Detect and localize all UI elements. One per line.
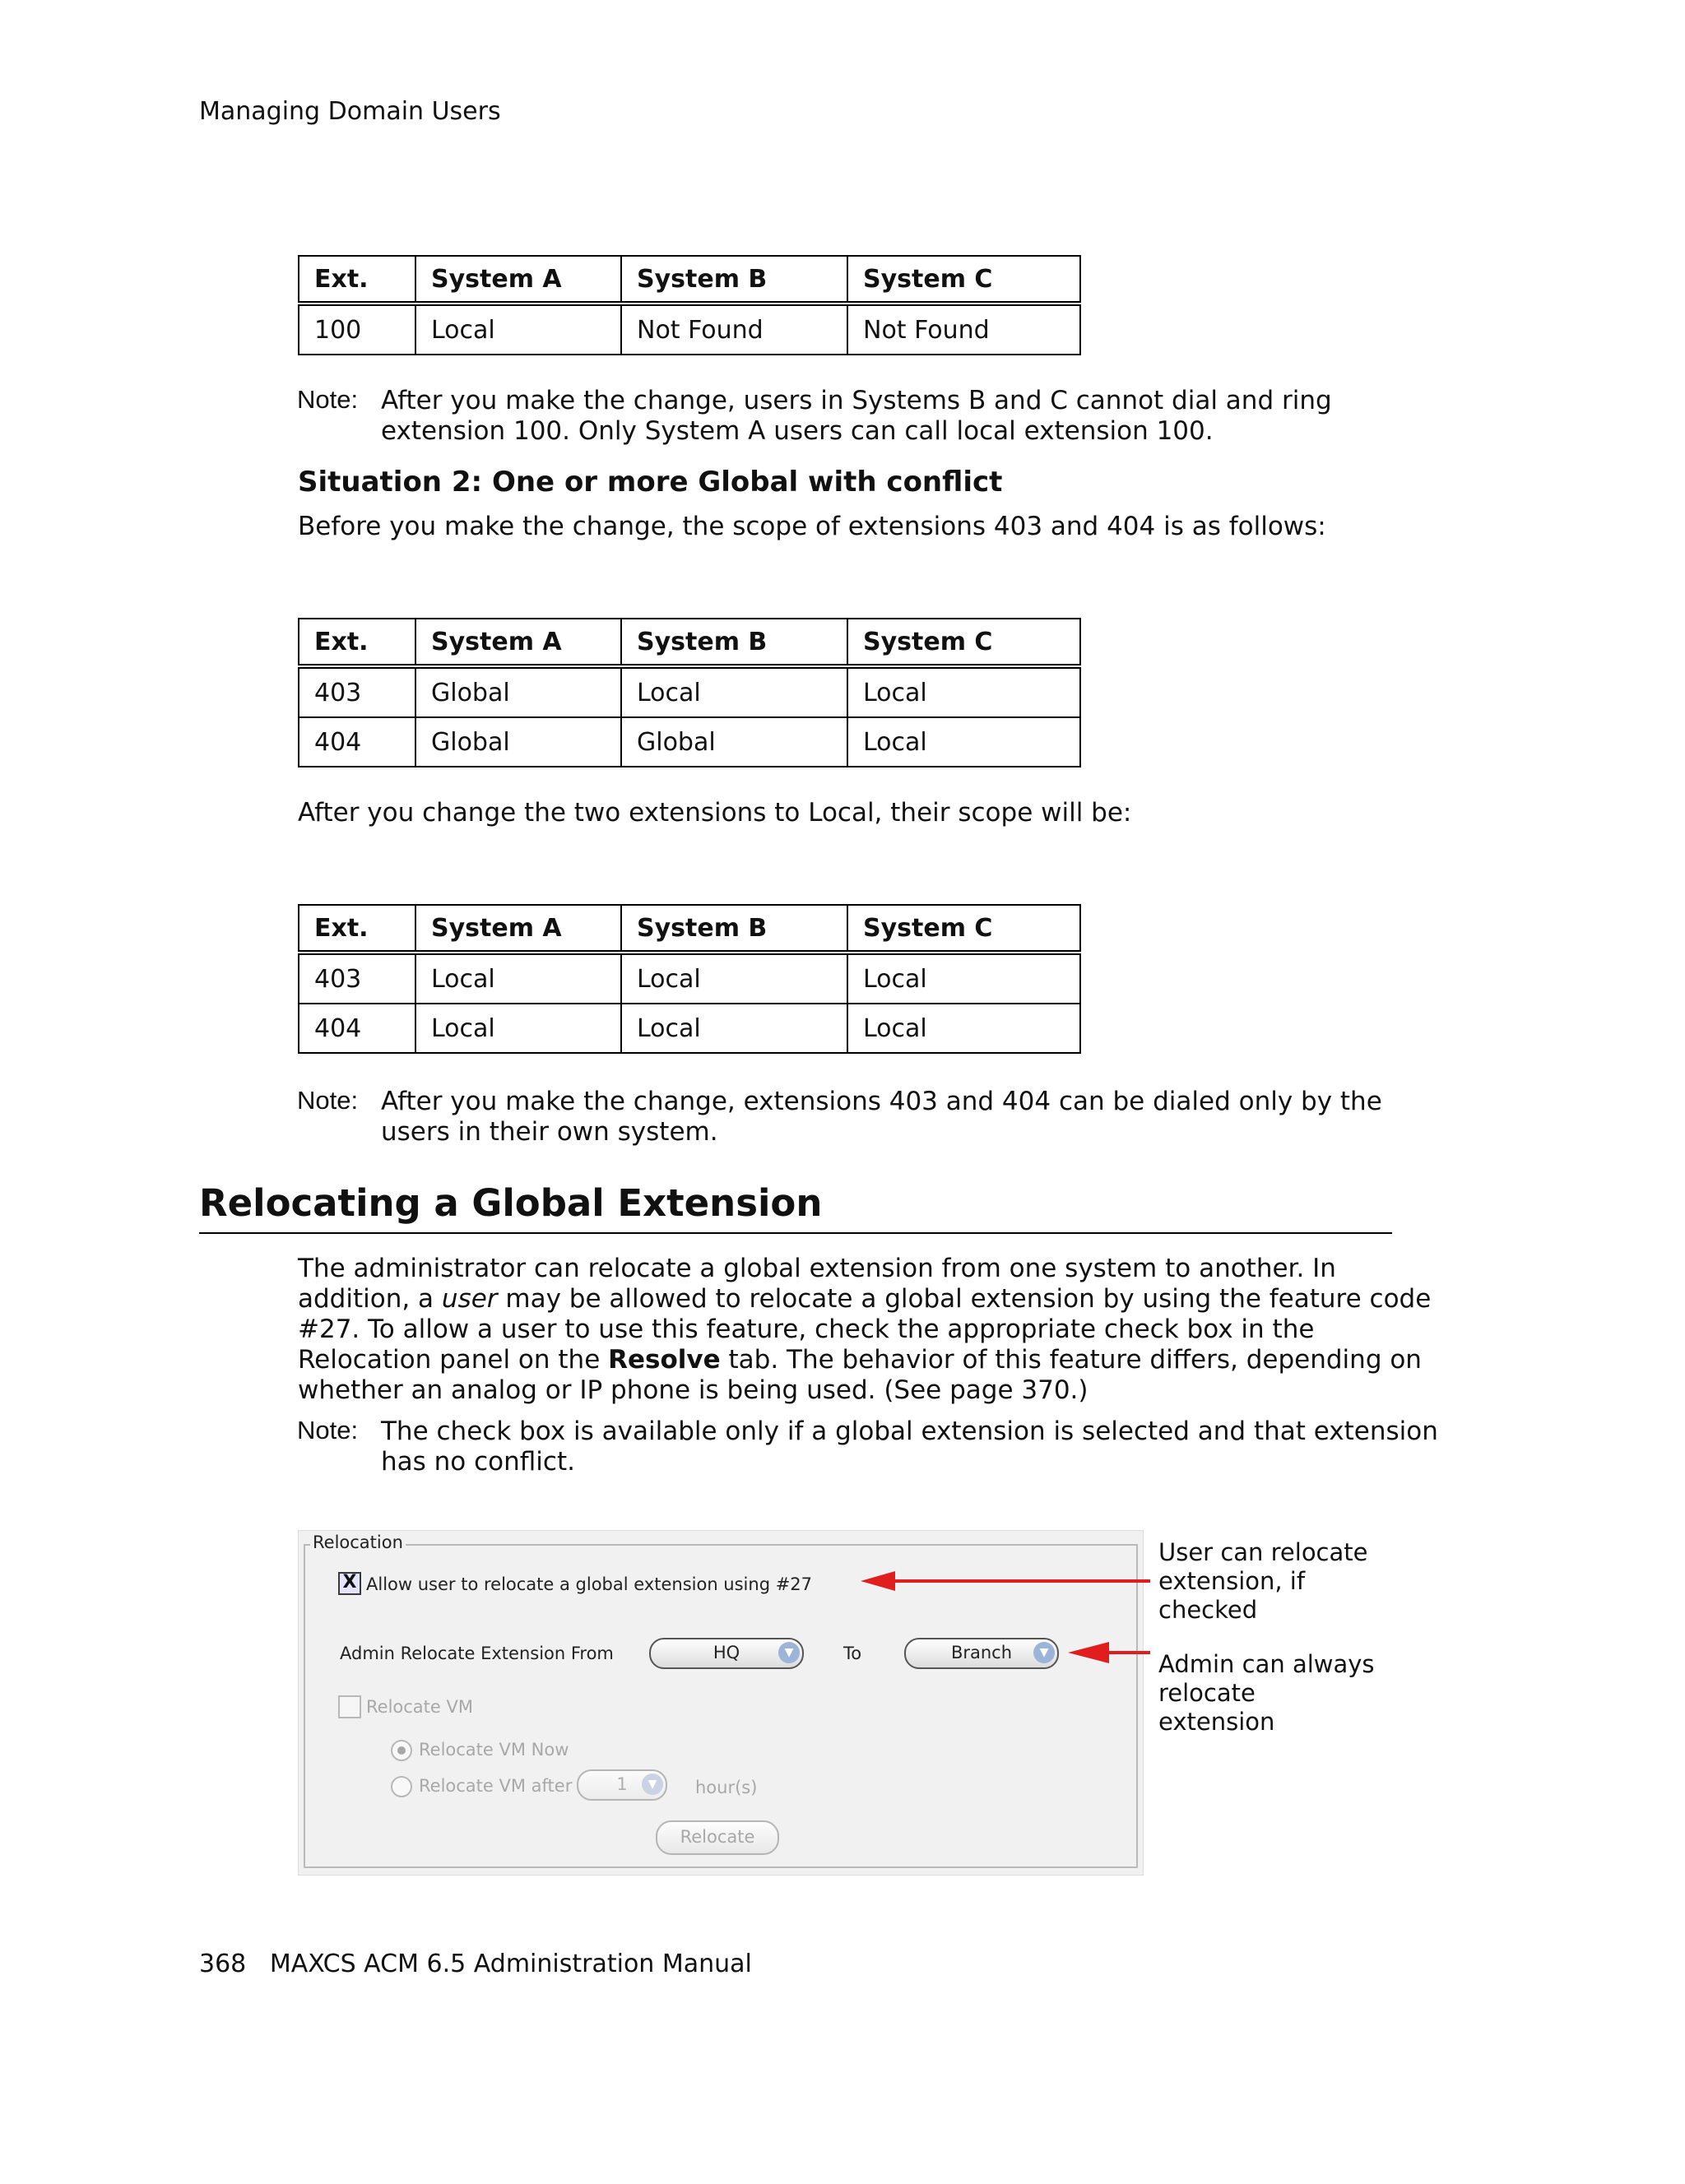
callout-arrows	[856, 1563, 1160, 1678]
note-text	[381, 386, 1332, 447]
relocate-vm-now-label: Relocate VM Now	[419, 1740, 569, 1760]
column-header: System A	[415, 256, 621, 304]
relocate-vm-after-radio[interactable]	[391, 1776, 412, 1797]
table-cell: Local	[621, 1004, 847, 1053]
paragraph-line: The administrator can relocate a global extension from one system to another. In	[298, 1254, 1336, 1283]
table-row	[299, 304, 1080, 355]
column-header: Ext.	[299, 256, 415, 304]
relocate-vm-after-label: Relocate VM after	[419, 1776, 573, 1796]
column-header: System B	[621, 905, 847, 953]
table-row	[299, 1004, 1080, 1053]
note-text	[381, 1087, 1382, 1148]
column-header: Ext.	[299, 619, 415, 666]
table-cell: Local	[415, 1004, 621, 1053]
note-label: Note:	[297, 385, 359, 414]
table-cell: Not Found	[847, 304, 1080, 355]
note-line: The check box is available only if a global extension is selected and that extension	[381, 1417, 1438, 1446]
vm-delay-hours-dropdown[interactable]	[577, 1769, 667, 1801]
user-arrow-head	[861, 1571, 895, 1591]
table-cell: 403	[299, 666, 415, 717]
table-cell: Not Found	[621, 304, 847, 355]
column-header: Ext.	[299, 905, 415, 953]
text-run: addition, a	[298, 1284, 442, 1314]
situation-heading: Situation 2: One or more Global with conflict	[298, 466, 1003, 498]
to-system-value: Branch	[950, 1643, 1013, 1662]
table-row	[299, 666, 1080, 717]
column-header: System A	[415, 619, 621, 666]
radio-selected-dot	[397, 1746, 406, 1755]
extension-scope-table-3	[298, 904, 1081, 1054]
relocation-legend: Relocation	[310, 1533, 406, 1552]
callout-line: User can relocate	[1158, 1538, 1368, 1566]
table-header-row	[299, 619, 1080, 666]
page-footer	[199, 1950, 752, 1978]
callout-line: extension, if	[1158, 1567, 1306, 1595]
to-label: To	[843, 1644, 862, 1663]
bold-resolve: Resolve	[608, 1345, 721, 1375]
running-header: Managing Domain Users	[199, 97, 501, 126]
column-header: System B	[621, 256, 847, 304]
hours-label: hour(s)	[695, 1778, 758, 1797]
text-run: may be allowed to relocate a global extension by using the feature code	[497, 1284, 1432, 1314]
column-header: System C	[847, 905, 1080, 953]
section-heading: Relocating a Global Extension	[199, 1181, 823, 1225]
user-callout	[1158, 1538, 1368, 1625]
note-line: extension 100. Only System A users can call local extension 100.	[381, 416, 1214, 446]
table-cell: Local	[415, 953, 621, 1004]
callout-line: checked	[1158, 1596, 1258, 1624]
from-system-dropdown[interactable]	[649, 1638, 804, 1669]
callout-line: extension	[1158, 1708, 1275, 1736]
page-number: 368	[199, 1950, 247, 1978]
paragraph-line: #27. To allow a user to use this feature, check the appropriate check box in the	[298, 1315, 1315, 1344]
note-line: users in their own system.	[381, 1117, 718, 1147]
table-cell: Local	[847, 953, 1080, 1004]
table-cell: Local	[847, 666, 1080, 717]
vm-delay-hours-value: 1	[616, 1774, 628, 1794]
admin-callout	[1158, 1650, 1375, 1737]
callout-line: Admin can always	[1158, 1650, 1375, 1678]
text-run: tab. The behavior of this feature differs, depending on	[720, 1345, 1422, 1375]
column-header: System C	[847, 256, 1080, 304]
heading-rule	[199, 1232, 1392, 1234]
note-label: Note:	[297, 1416, 359, 1444]
table-cell: 403	[299, 953, 415, 1004]
from-system-value: HQ	[713, 1643, 740, 1662]
chevron-down-icon: ▼	[642, 1774, 663, 1795]
note-text	[381, 1417, 1438, 1477]
table-cell: 404	[299, 717, 415, 767]
table-cell: 100	[299, 304, 415, 355]
paragraph-line	[298, 1345, 1431, 1375]
relocation-paragraph	[298, 1254, 1431, 1406]
note-label: Note:	[297, 1086, 359, 1115]
table-cell: Local	[847, 1004, 1080, 1053]
situation-after: After you change the two extensions to Local, their scope will be:	[298, 798, 1132, 828]
table-header-row	[299, 905, 1080, 953]
extension-scope-table-2	[298, 618, 1081, 767]
table-cell: Local	[847, 717, 1080, 767]
relocate-vm-checkbox[interactable]	[338, 1695, 361, 1718]
table-cell: Local	[415, 304, 621, 355]
callout-line: relocate	[1158, 1679, 1256, 1707]
manual-title: MAXCS ACM 6.5 Administration Manual	[269, 1950, 752, 1978]
table-cell: Global	[415, 666, 621, 717]
table-cell: Global	[415, 717, 621, 767]
chevron-down-icon: ▼	[778, 1642, 800, 1663]
table-cell: Local	[621, 666, 847, 717]
note-line: has no conflict.	[381, 1447, 575, 1477]
emphasis-user: user	[441, 1284, 498, 1314]
text-run: Relocation panel on the	[298, 1345, 609, 1375]
chevron-down-icon: ▼	[1033, 1642, 1055, 1663]
extension-scope-table-1	[298, 255, 1081, 355]
relocate-vm-now-radio[interactable]	[391, 1740, 412, 1761]
relocate-button[interactable]: Relocate	[656, 1820, 779, 1855]
column-header: System A	[415, 905, 621, 953]
table-row	[299, 953, 1080, 1004]
paragraph-line: whether an analog or IP phone is being used. (See page 370.)	[298, 1375, 1089, 1405]
table-cell: 404	[299, 1004, 415, 1053]
allow-relocate-checkbox[interactable]: X	[338, 1572, 361, 1595]
allow-relocate-label: Allow user to relocate a global extension using #27	[366, 1574, 813, 1594]
admin-relocate-label: Admin Relocate Extension From	[340, 1644, 614, 1663]
table-cell: Global	[621, 717, 847, 767]
note-line: After you make the change, extensions 403 and 404 can be dialed only by the	[381, 1087, 1382, 1116]
admin-arrow-head	[1068, 1642, 1109, 1663]
column-header: System C	[847, 619, 1080, 666]
table-cell: Local	[621, 953, 847, 1004]
note-line: After you make the change, users in Systems B and C cannot dial and ring	[381, 386, 1332, 415]
situation-intro: Before you make the change, the scope of extensions 403 and 404 is as follows:	[298, 512, 1326, 541]
paragraph-line	[298, 1284, 1431, 1315]
column-header: System B	[621, 619, 847, 666]
table-header-row	[299, 256, 1080, 304]
table-row	[299, 717, 1080, 767]
relocate-vm-label: Relocate VM	[366, 1697, 473, 1717]
